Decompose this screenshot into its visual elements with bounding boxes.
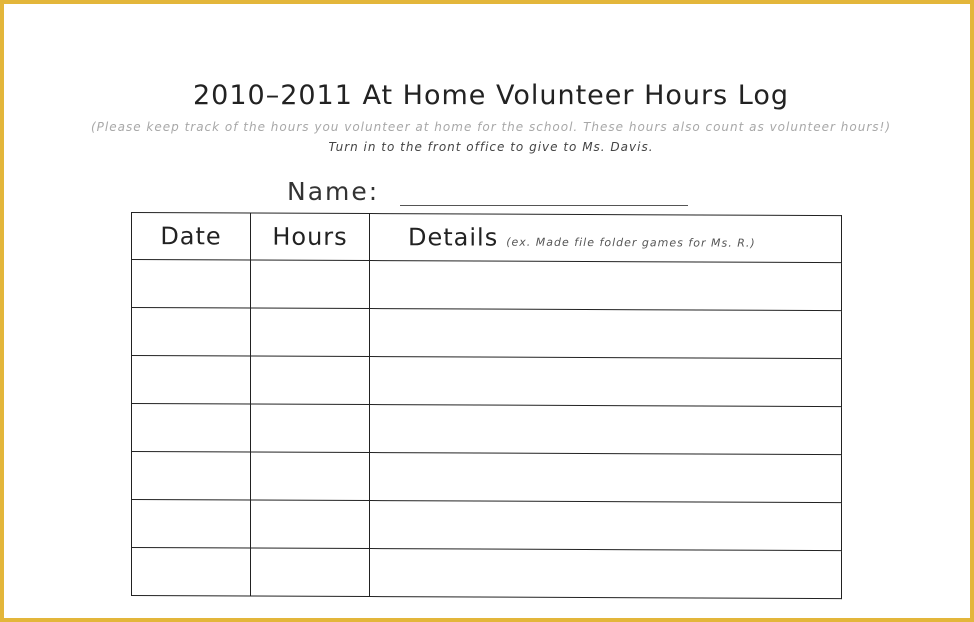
- header-details-label: Details: [408, 223, 499, 252]
- table-header-row: [132, 213, 842, 263]
- table-row: [132, 452, 842, 503]
- header-details: [370, 214, 842, 263]
- header-date-label: Date: [160, 222, 222, 251]
- cell-hours[interactable]: [251, 548, 370, 597]
- cell-date[interactable]: [132, 356, 251, 405]
- cell-date[interactable]: [132, 500, 251, 549]
- cell-hours[interactable]: [251, 500, 370, 549]
- cell-details[interactable]: [370, 549, 842, 599]
- name-label: Name:: [287, 177, 380, 206]
- cell-details[interactable]: [370, 453, 842, 503]
- header-hours: [251, 213, 370, 261]
- cell-hours[interactable]: [251, 452, 370, 501]
- cell-details[interactable]: [370, 501, 842, 551]
- table-row: [132, 356, 842, 407]
- cell-date[interactable]: [132, 452, 251, 501]
- cell-hours[interactable]: [251, 356, 370, 405]
- table-row: [132, 404, 842, 455]
- page-title: 2010–2011 At Home Volunteer Hours Log: [192, 80, 789, 111]
- cell-hours[interactable]: [251, 260, 370, 309]
- cell-hours[interactable]: [251, 308, 370, 357]
- instructions-text: Turn in to the front office to give to Ms. Davis.: [328, 140, 654, 154]
- table-row: [132, 308, 842, 359]
- cell-details[interactable]: [370, 309, 842, 359]
- subtitle-note: (Please keep track of the hours you volunteer at home for the school. These hours also count as volunteer hours!): [90, 120, 892, 134]
- cell-hours[interactable]: [251, 404, 370, 453]
- details-example-note: (ex. Made file folder games for Ms. R.): [506, 235, 756, 250]
- table-body: [132, 260, 842, 599]
- cell-date[interactable]: [132, 548, 251, 597]
- table-row: [132, 500, 842, 551]
- hours-log-table: [131, 212, 842, 599]
- cell-date[interactable]: [132, 308, 251, 357]
- cell-details[interactable]: [370, 405, 842, 455]
- cell-date[interactable]: [132, 260, 251, 309]
- table-row: [132, 260, 842, 311]
- header-date: [132, 213, 251, 261]
- cell-details[interactable]: [370, 357, 842, 407]
- cell-date[interactable]: [132, 404, 251, 453]
- header-hours-label: Hours: [272, 222, 348, 251]
- cell-details[interactable]: [370, 261, 842, 311]
- table-row: [132, 548, 842, 599]
- name-field-line[interactable]: [400, 205, 688, 206]
